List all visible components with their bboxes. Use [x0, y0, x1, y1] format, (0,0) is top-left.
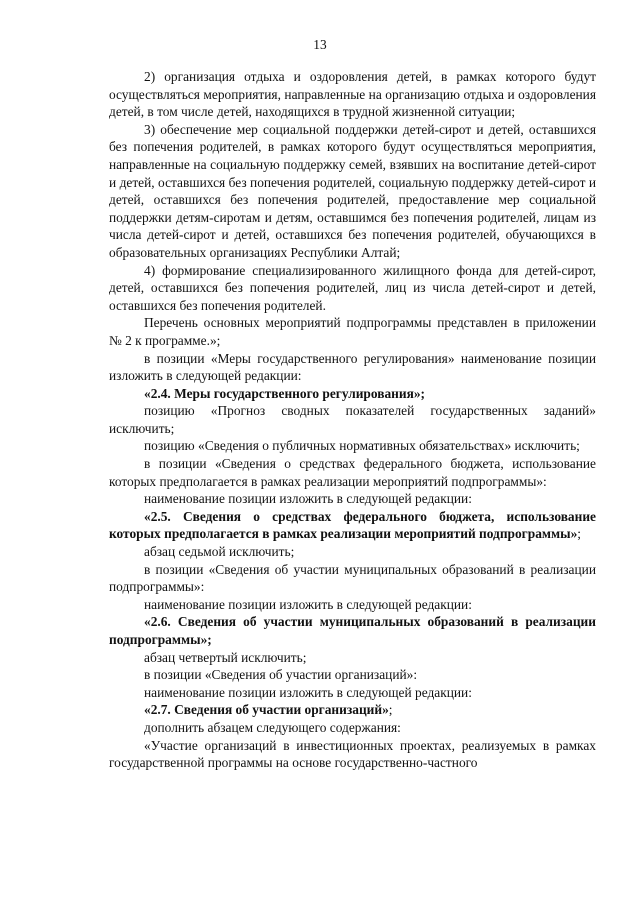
paragraph: в позиции «Сведения о средствах федерального бюджета, использование которых предполагается в рамках реализации мероприятий подпрограммы»: [109, 456, 596, 489]
paragraph: в позиции «Сведения об участии муниципальных образований в реализации подпрограммы»: [109, 561, 596, 595]
paragraph: «Участие организаций в инвестиционных проектах, реализуемых в рамках государственной программы на основе государственно-частного [109, 737, 596, 771]
bold-heading: «2.7. Сведения об участии организаций» [144, 702, 389, 718]
trailing-punctuation: ; [388, 702, 393, 718]
paragraph: абзац четвертый исключить; [144, 649, 307, 665]
paragraph: в позиции «Меры государственного регулирования» наименование позиции изложить в следующей редакции: [109, 350, 596, 384]
paragraph: в позиции «Сведения об участии организаций»: [144, 667, 418, 683]
paragraph [109, 701, 596, 719]
paragraph: позицию «Прогноз сводных показателей государственных заданий» исключить; [109, 403, 596, 436]
paragraph: «2.6. Сведения об участии муниципальных образований в реализации подпрограммы»; [109, 614, 596, 647]
bold-heading: «2.5. Сведения о средствах федерального бюджета, использование которых предполагается в рамках реализации мероприятий подпрограммы» [109, 508, 596, 542]
paragraph: абзац седьмой исключить; [144, 544, 295, 560]
paragraph: дополнить абзацем следующего содержания: [144, 719, 401, 735]
paragraph: Перечень основных мероприятий подпрограммы представлен в приложении № 2 к программе.»; [109, 315, 596, 348]
paragraph: позицию «Сведения о публичных нормативных обязательствах» исключить; [144, 438, 580, 454]
page-number: 13 [313, 37, 327, 52]
paragraph: наименование позиции изложить в следующей редакции: [144, 596, 472, 612]
paragraph: наименование позиции изложить в следующей редакции: [144, 684, 472, 700]
paragraph [109, 508, 596, 543]
paragraph: 4) формирование специализированного жилищного фонда для детей-сирот, детей, оставшихся без попечения родителей, лиц из числа детей-сирот и детей, оставшихся без попечения родителей. [109, 262, 596, 313]
trailing-punctuation: ; [577, 526, 582, 542]
paragraph: 3) обеспечение мер социальной поддержки детей-сирот и детей, оставшихся без попечения родителей, в рамках которого будут осуществляться мероприятия, направленные на социальную поддержку семей, взявших на воспитание детей-сирот и детей, оставшихся без попечения родителей, социальную поддержку детей-сирот и детей, оставшихся без попечения родителей, предоставление мер социальной поддержки детям-сиротам и детям, оставшимся без попечения родителей, лицам из числа детей-сирот и детей, оставшихся без попечения родителей, обучающихся в образовательных организациях Республики Алтай; [109, 121, 596, 260]
document-body [109, 68, 596, 772]
paragraph: 2) организация отдыха и оздоровления детей, в рамках которого будут осуществляться мероприятия, направленные на организацию отдыха и оздоровления детей, в том числе детей, находящихся в трудной жизненной ситуации; [109, 69, 596, 120]
paragraph: «2.4. Меры государственного регулирования»; [144, 385, 425, 401]
paragraph: наименование позиции изложить в следующей редакции: [144, 491, 472, 507]
